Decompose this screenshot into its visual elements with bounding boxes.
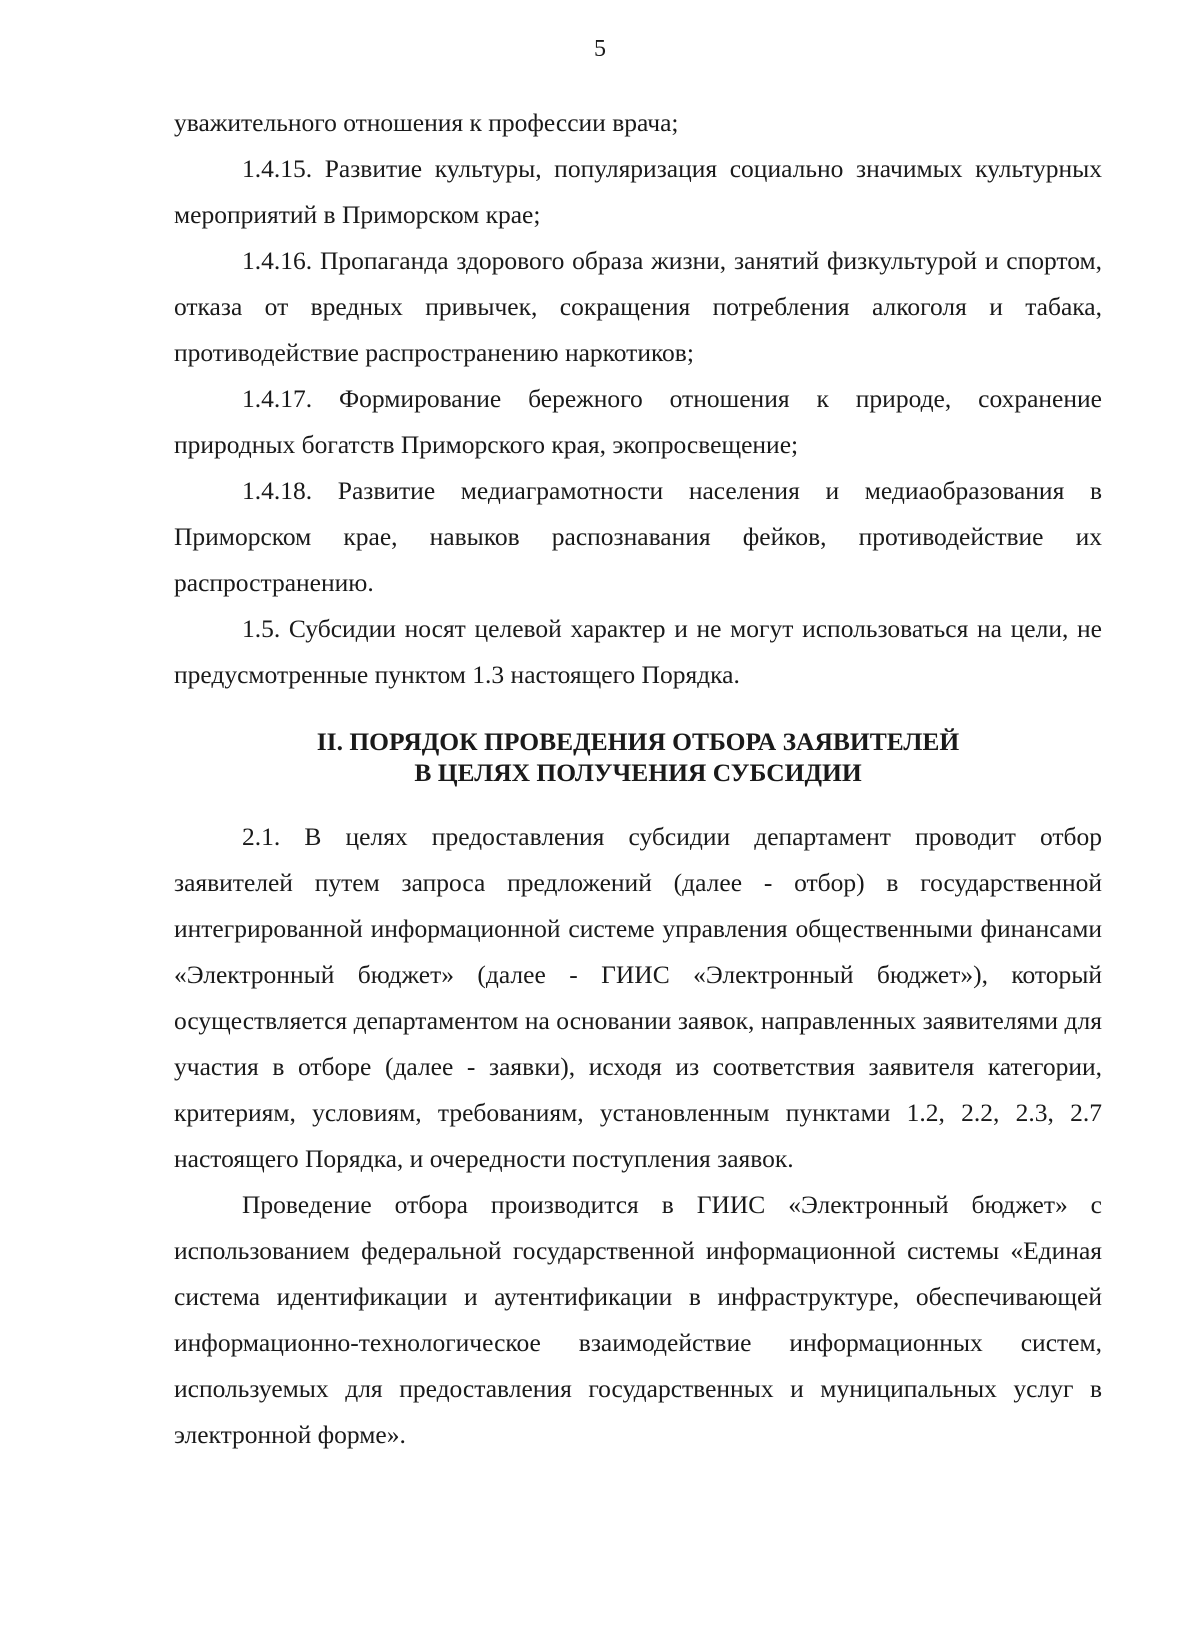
paragraph-2-1: 2.1. В целях предоставления субсидии департамент проводит отбор заявителей путем запроса предложений (далее - отбор) в государственной интегрированной информационной системе управления общественными финансами «Электронный бюджет» (далее - ГИИС «Электронный бюджет»), который осуществляется департаментом на основании заявок, направленных заявителями для участия в отборе (далее - заявки), исходя из соответствия заявителя категории, критериям, условиям, требованиям, установленным пунктами 1.2, 2.2, 2.3, 2.7 настоящего Порядка, и очередности поступления заявок.: [174, 822, 1102, 1173]
paragraph-continuation: уважительного отношения к профессии врача;: [174, 108, 679, 137]
paragraph-1-4-17: 1.4.17. Формирование бережного отношения к природе, сохранение природных богатств Приморского края, экопросвещение;: [174, 384, 1102, 459]
paragraph-1-5: 1.5. Субсидии носят целевой характер и не могут использоваться на цели, не предусмотренные пунктом 1.3 настоящего Порядка.: [174, 614, 1102, 689]
page-number: 5: [594, 36, 606, 62]
paragraph-1-4-16: 1.4.16. Пропаганда здорового образа жизни, занятий физкультурой и спортом, отказа от вредных привычек, сокращения потребления алкоголя и табака, противодействие распространению наркотиков;: [174, 246, 1102, 367]
document-body: [174, 100, 1102, 1458]
section-heading-line-2: В ЦЕЛЯХ ПОЛУЧЕНИЯ СУБСИДИИ: [414, 758, 862, 787]
paragraph-selection-procedure: Проведение отбора производится в ГИИС «Электронный бюджет» с использованием федеральной государственной информационной системы «Единая система идентификации и аутентификации в инфраструктуре, обеспечивающей информационно-технологическое взаимодействие информационных систем, используемых для предоставления государственных и муниципальных услуг в электронной форме».: [174, 1190, 1102, 1449]
section-heading-line-1: II. ПОРЯДОК ПРОВЕДЕНИЯ ОТБОРА ЗАЯВИТЕЛЕЙ: [316, 727, 960, 756]
paragraph-1-4-18: 1.4.18. Развитие медиаграмотности населения и медиаобразования в Приморском крае, навыков распознавания фейков, противодействие их распространению.: [174, 476, 1102, 597]
section-heading: [174, 726, 1102, 788]
paragraph-1-4-15: 1.4.15. Развитие культуры, популяризация социально значимых культурных мероприятий в Приморском крае;: [174, 154, 1102, 229]
